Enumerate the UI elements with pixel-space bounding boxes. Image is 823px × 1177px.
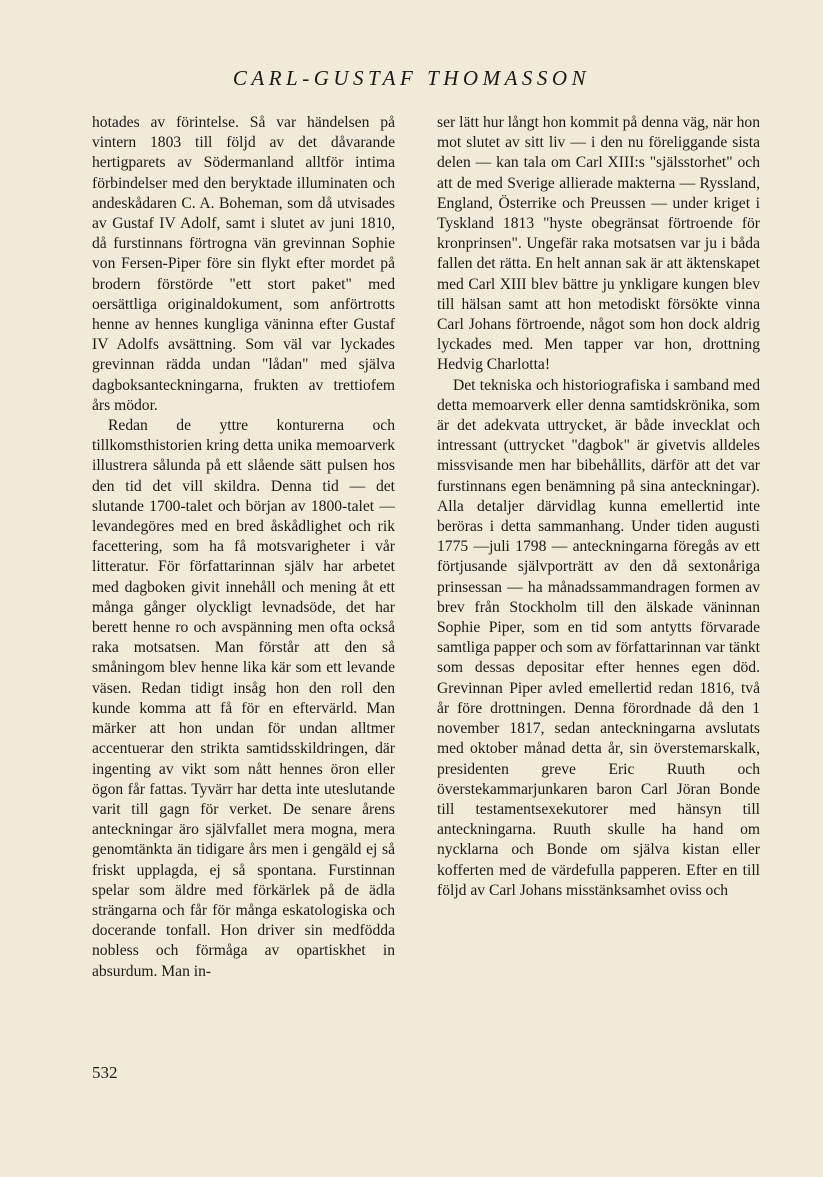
left-column bbox=[92, 113, 395, 982]
paragraph: Redan de yttre konturerna och tillkomsthistorien kring detta unika memoarverk illustrera sålunda på ett slående sätt pulsen hos den tid det vill skildra. Denna tid — det slutande 1700-talet och början av 1800-talet — levandegöres med en bred åskådlighet och rik facettering, som ha få motsvarigheter i vår litteratur. För författarinnan själv har arbetet med dagboken givit innehåll och mening åt ett många gånger olyckligt levnadsöde, det har berett henne ro och avspänning men ofta också raka motsatsen. Man förstår att den så småningom blev henne lika kär som ett levande väsen. Redan tidigt insåg hon den roll den kunde komma att få för en eftervärld. Man märker att hon undan för undan alltmer accentuerar den strikta samtidsskildringen, där ingenting av vikt som nått hennes öron eller ögon får fattas. Tyvärr har detta inte uteslutande varit till gagn för verket. De senare årens anteckningar äro självfallet mera mogna, mera genomtänkta än tidigare års men i gengäld ej så friskt upplagda, ej så spontana. Furstinnan spelar som äldre med förkärlek på de ädla strängarna och får för många eskatologiska och docerande tonfall. Hon driver sin medfödda nobless och förmåga av opartiskhet in absurdum. Man in- bbox=[92, 417, 395, 980]
page-number: 532 bbox=[92, 1063, 118, 1082]
paragraph: hotades av förintelse. Så var händelsen på vintern 1803 till följd av det dåvarande hertigparets av Södermanland alltför intima förbindelser med den beryktade illuminaten och andeskådaren C. A. Boheman, som då utvisades av Gustaf IV Adolf, samt i slutet av juni 1810, då furstinnans förtrogna vän grevinnan Sophie von Fersen-Piper före sin flykt efter mordet på brodern förstörde "ett stort paket" med oersättliga originaldokument, som anförtrotts henne av hennes kungliga väninna efter Gustaf IV Adolfs avsättning. Som väl var lyckades grevinnan rädda undan "lådan" med själva dagboksanteckningarna, frukten av trettiofem års mödor. bbox=[92, 114, 395, 414]
paragraph: Det tekniska och historiografiska i samband med detta memoarverk eller denna samtidskrönika, som är det adekvata uttrycket, är både invecklat och intressant (uttrycket "dagbok" är givetvis alldeles missvisande men har bibehållits, därför att det var furstinnans egen benämning på sina anteckningar). Alla detaljer därvidlag kunna emellertid inte beröras i detta sammanhang. Under tiden augusti 1775 —juli 1798 — anteckningarna föregås av ett förtjusande självporträtt av den då sextonåriga prinsessan — ha månadssammandragen formen av brev från Stockholm till den älskade väninnan Sophie Piper, som en tid som antytts förvarade samtliga papper och som av författarinnan var tänkt som dessas depositar efter hennes egen död. Grevinnan Piper avled emellertid redan 1816, två år före drottningen. Denna förordnade då den 1 november 1817, sedan anteckningarna avslutats med oktober månad detta år, sin överstemarskalk, presidenten greve Eric Ruuth och överstekammarjunkaren baron Carl Jöran Bonde till testamentsexekutorer med hänsyn till anteckningarna. Ruuth skulle ha hand om nycklarna och Bonde om själva kistan eller kofferten med de värdefulla papperen. Efter en till följd av Carl Johans misstänksamhet oviss och bbox=[437, 376, 760, 899]
right-column bbox=[437, 113, 760, 901]
running-head: CARL-GUSTAF THOMASSON bbox=[232, 66, 591, 90]
paragraph: ser lätt hur långt hon kommit på denna väg, när hon mot slutet av sitt liv — i den nu föreliggande sista delen — kan tala om Carl XIII:s "själsstorhet" och att de med Sverige allierade makterna — Ryssland, England, Österrike och Preussen — under kriget i Tyskland 1813 "hyste obegränsat förtroende för kronprinsen". Ungefär raka motsatsen var ju i båda fallen det rätta. En helt annan sak är att äktenskapet med Carl XIII blev bättre ju ynkligare kungen blev till hälsan samt att hon metodiskt försökte vinna Carl Johans förtroende, något som hon dock aldrig lyckades med. Men tapper var hon, drottning Hedvig Charlotta! bbox=[437, 114, 760, 374]
